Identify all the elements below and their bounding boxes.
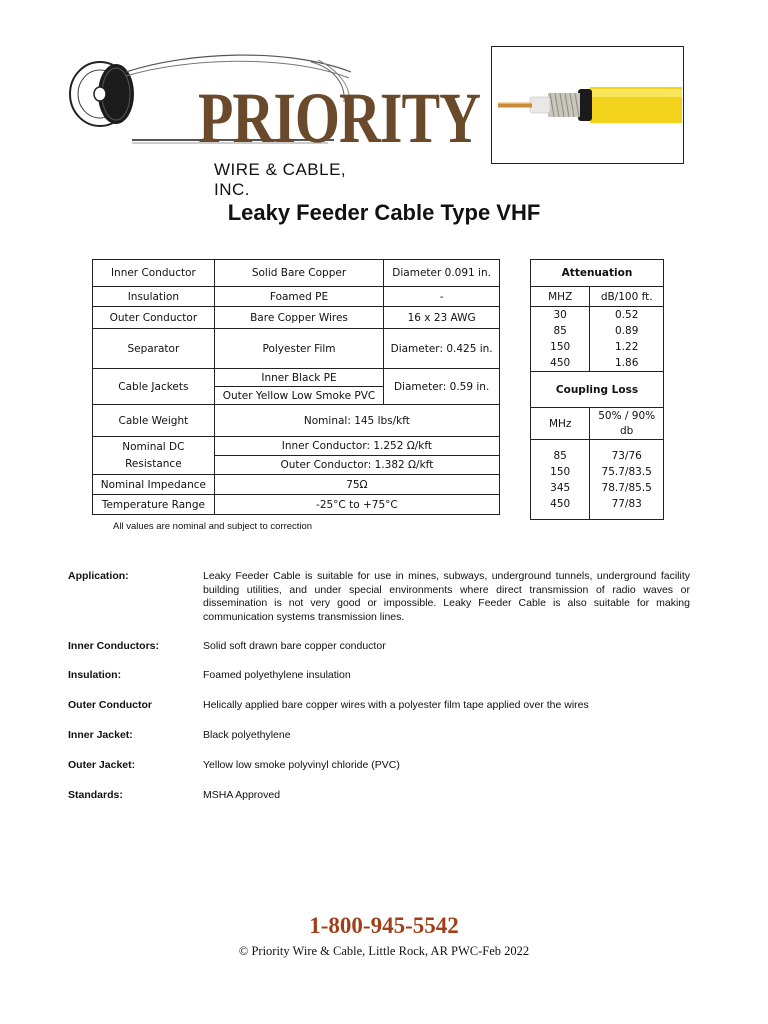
attenuation-table: [530, 259, 664, 520]
freq-value: 85: [553, 449, 567, 462]
spec-label: Cable Jackets: [93, 369, 215, 405]
attenuation-header: Attenuation: [531, 260, 664, 287]
table-row: [93, 307, 500, 329]
spec-value: Outer Yellow Low Smoke PVC: [214, 387, 383, 405]
spec-label: Nominal Impedance: [93, 475, 215, 495]
coupling-col-line: 50% / 90%: [598, 409, 656, 422]
company-logo: [66, 42, 481, 199]
desc-text: Foamed polyethylene insulation: [203, 669, 351, 681]
coupling-col-db: [590, 408, 664, 440]
desc-label: Standards:: [68, 789, 123, 801]
table-row: [531, 408, 664, 440]
table-row: [93, 405, 500, 437]
spec-detail: Diameter 0.091 in.: [384, 260, 500, 287]
desc-label: Insulation:: [68, 669, 122, 681]
phone-number: 1-800-945-5542: [309, 913, 459, 938]
table-row: [93, 475, 500, 495]
desc-text: MSHA Approved: [203, 789, 281, 801]
nominal-note: All values are nominal and subject to correction: [113, 521, 313, 532]
db-value: 0.52: [615, 309, 639, 321]
loss-value: 73/76: [611, 449, 642, 462]
db-value: 0.89: [615, 325, 639, 337]
freq-value: 150: [550, 341, 571, 353]
coupling-values: [590, 440, 664, 520]
cable-photo: [491, 46, 684, 164]
attenuation-values: [590, 307, 664, 372]
loss-value: 75.7/83.5: [601, 465, 652, 478]
spec-detail: Diameter: 0.425 in.: [384, 329, 500, 369]
db-value: 1.22: [615, 341, 639, 353]
logo-subtitle: WIRE & CABLE, INC.: [214, 160, 347, 199]
spec-label-line: Nominal DC: [122, 440, 185, 453]
attenuation-col-db: dB/100 ft.: [590, 287, 664, 307]
spec-detail: Diameter: 0.59 in.: [384, 369, 500, 405]
logo-wordmark: PRIORITY: [198, 77, 481, 159]
spec-label-line: Resistance: [125, 457, 182, 470]
desc-text: Solid soft drawn bare copper conductor: [203, 640, 386, 652]
freq-value: 450: [550, 497, 571, 510]
coupling-freqs: [531, 440, 590, 520]
spec-table: [92, 259, 500, 515]
spec-label: Outer Conductor: [93, 307, 215, 329]
spec-label: Cable Weight: [93, 405, 215, 437]
freq-value: 85: [553, 325, 567, 337]
freq-value: 30: [553, 309, 567, 321]
table-row: [93, 437, 500, 456]
desc-text: Helically applied bare copper wires with a polyester film tape applied over the wires: [203, 699, 589, 711]
spec-label: Inner Conductor: [93, 260, 215, 287]
coupling-header: Coupling Loss: [531, 372, 664, 408]
spec-value: -25°C to +75°C: [214, 495, 499, 515]
desc-label: Inner Conductors:: [68, 640, 159, 652]
spec-detail: -: [384, 287, 500, 307]
desc-label: Inner Jacket:: [68, 729, 133, 741]
spec-label: Insulation: [93, 287, 215, 307]
db-value: 1.86: [615, 357, 639, 369]
desc-label: Outer Jacket:: [68, 759, 136, 771]
copyright-footer: © Priority Wire & Cable, Little Rock, AR PWC-Feb 2022: [238, 944, 530, 958]
spec-value: Polyester Film: [214, 329, 383, 369]
attenuation-col-mhz: MHZ: [531, 287, 590, 307]
spec-label: Separator: [93, 329, 215, 369]
desc-text: Leaky Feeder Cable is suitable for use in mines, subways, underground tunnels, underground facility building utilities, and under special environments where direct transmission of radio waves or dissemination is not very good or impossible. Leaky Feeder Cable is also suitable for making communication systems transmission lines.: [203, 570, 690, 623]
table-row: [531, 372, 664, 408]
spec-label: Temperature Range: [93, 495, 215, 515]
desc-text: Black polyethylene: [203, 729, 291, 741]
table-row: [531, 307, 664, 372]
spec-value: Inner Conductor: 1.252 Ω/kft: [214, 437, 499, 456]
desc-text: Yellow low smoke polyvinyl chloride (PVC): [203, 759, 400, 771]
loss-value: 77/83: [611, 497, 642, 510]
page-title: Leaky Feeder Cable Type VHF: [227, 200, 541, 225]
desc-label: Outer Conductor: [68, 699, 152, 711]
spec-value: Inner Black PE: [214, 369, 383, 387]
coupling-col-mhz: MHz: [531, 408, 590, 440]
table-row: [93, 495, 500, 515]
table-row: [531, 260, 664, 287]
spec-value: Nominal: 145 lbs/kft: [214, 405, 499, 437]
spec-value: Bare Copper Wires: [214, 307, 383, 329]
table-row: [93, 260, 500, 287]
table-row: [531, 440, 664, 520]
spec-value: Solid Bare Copper: [214, 260, 383, 287]
table-row: [93, 329, 500, 369]
spec-value: Outer Conductor: 1.382 Ω/kft: [214, 456, 499, 475]
loss-value: 78.7/85.5: [601, 481, 652, 494]
freq-value: 150: [550, 465, 571, 478]
spec-label: [93, 437, 215, 475]
freq-value: 345: [550, 481, 571, 494]
attenuation-freqs: [531, 307, 590, 372]
table-row: [93, 369, 500, 387]
table-row: [93, 287, 500, 307]
table-row: [531, 287, 664, 307]
desc-label: Application:: [68, 570, 129, 582]
spec-value: Foamed PE: [214, 287, 383, 307]
freq-value: 450: [550, 357, 571, 369]
spec-detail: 16 x 23 AWG: [384, 307, 500, 329]
coupling-col-line: db: [620, 424, 634, 437]
spec-value: 75Ω: [214, 475, 499, 495]
